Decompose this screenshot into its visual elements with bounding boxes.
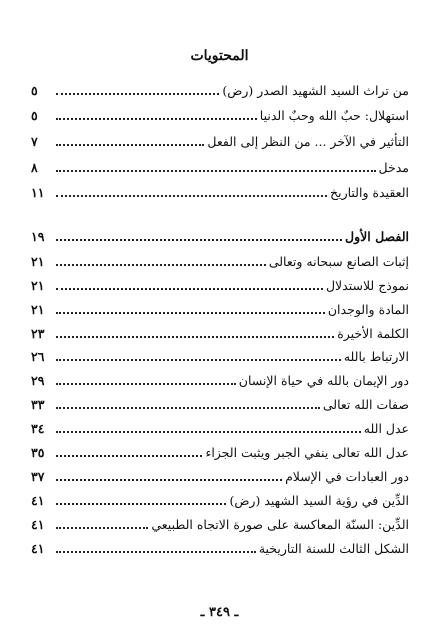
toc-entry — [31, 323, 409, 343]
toc-entry-page: ٢٣ — [31, 326, 45, 341]
leader-dots — [56, 239, 342, 241]
toc-entry-label: الدِّين في رؤية السيد الشهيد (رض) — [229, 493, 409, 508]
leader-dots — [56, 359, 341, 361]
toc-entry — [31, 418, 409, 438]
page-number: ـ ٣٤٩ ـ — [200, 605, 239, 620]
toc-entry-label: عدل الله — [363, 421, 409, 436]
toc-entry-page: ٣٣ — [31, 397, 45, 412]
leader-dots — [56, 431, 361, 433]
toc-entry-label: صفات الله تعالى — [322, 397, 409, 412]
toc-entry-label: إثبات الصانع سبحانه وتعالى — [268, 254, 409, 269]
leader-dots — [56, 264, 266, 266]
toc-entry-page: ٥ — [31, 83, 38, 98]
leader-dots — [56, 407, 320, 409]
leader-dots — [56, 312, 325, 314]
toc-entry-label: مدخل — [378, 160, 409, 175]
toc-entry-label: عدل الله تعالى ينفي الجبر ويثبت الجزاء — [205, 445, 409, 460]
toc-entry-page: ٢٩ — [31, 373, 45, 388]
toc-entry — [31, 80, 409, 100]
toc-entry-label: الفصل الأول — [345, 229, 409, 244]
toc-entry-page: ٨ — [31, 160, 38, 175]
toc-entry-page: ٤١ — [31, 517, 45, 532]
leader-dots — [56, 551, 256, 553]
toc-entry-page: ٣٤ — [31, 421, 45, 436]
toc-entry-label: التأثير في الآخر ... من النظر إلى الفعل — [207, 134, 409, 149]
toc-entry-label: الكلمة الأخيرة — [337, 326, 409, 341]
toc-entry-page: ١٩ — [31, 229, 45, 244]
toc-entry — [31, 105, 409, 125]
toc-entry-label: دور الإيمان بالله في حياة الإنسان — [238, 373, 409, 388]
toc-entry — [31, 346, 409, 366]
toc-entry — [31, 157, 409, 177]
leader-dots — [56, 527, 148, 529]
toc-entry-page: ٢١ — [31, 278, 45, 293]
toc-entry — [31, 299, 409, 319]
leader-dots — [56, 336, 334, 338]
leader-dots — [56, 144, 204, 146]
toc-entry — [31, 514, 409, 534]
toc-entry-label: العقيدة والتاريخ — [330, 185, 409, 200]
toc-entry-label: الدِّين: السنّة المعاكسة على صورة الاتجاه الطبيعي — [151, 517, 409, 532]
toc-entry-page: ٢٦ — [31, 349, 45, 364]
toc-entry — [31, 490, 409, 510]
toc-entry-page: ٤١ — [31, 493, 45, 508]
leader-dots — [56, 288, 323, 290]
toc-entry-page: ٢١ — [31, 254, 45, 269]
toc-entry-label: الشكل الثالث للسنة التاريخية — [258, 541, 409, 556]
toc-entry-label: استهلال: حبٌ الله وحبٌ الدنيا — [259, 108, 409, 123]
toc-entry-label: الارتباط بالله — [343, 349, 409, 364]
toc-entry-page: ٧ — [31, 134, 38, 149]
toc-entry-page: ٢١ — [31, 302, 45, 317]
toc-entry — [31, 226, 409, 246]
toc-entry-page: ٥ — [31, 108, 38, 123]
leader-dots — [56, 170, 376, 172]
toc-entry-label: نموذج للاستدلال — [325, 278, 409, 293]
leader-dots — [56, 479, 282, 481]
toc-entry-label: المادة والوجدان — [327, 302, 409, 317]
toc-entry — [31, 251, 409, 271]
toc-entry-page: ٣٥ — [31, 445, 45, 460]
toc-entry — [31, 394, 409, 414]
toc-entry — [31, 131, 409, 151]
toc-entry — [31, 538, 409, 558]
leader-dots — [56, 503, 226, 505]
toc-entry — [31, 442, 409, 462]
toc-entry-page: ٣٧ — [31, 469, 45, 484]
leader-dots — [56, 383, 236, 385]
leader-dots — [56, 118, 257, 120]
toc-entry — [31, 466, 409, 486]
toc-entry-label: دور العبادات في الإسلام — [285, 469, 409, 484]
toc-entry-page: ١١ — [31, 185, 45, 200]
leader-dots — [56, 93, 219, 95]
toc-entry — [31, 370, 409, 390]
toc-entry-page: ٤١ — [31, 541, 45, 556]
toc-entry — [31, 182, 409, 202]
page-title: المحتويات — [190, 48, 249, 64]
toc-entry-label: من تراث السيد الشهيد الصدر (رض) — [222, 83, 409, 98]
leader-dots — [56, 195, 327, 197]
leader-dots — [56, 455, 202, 457]
toc-entry — [31, 275, 409, 295]
